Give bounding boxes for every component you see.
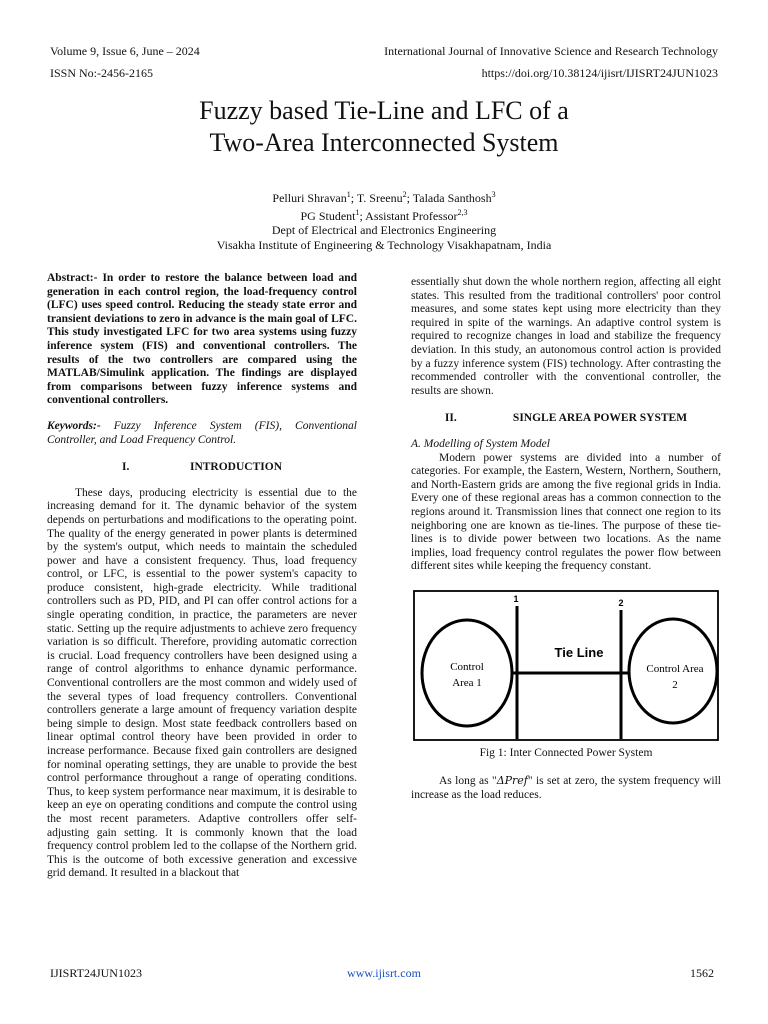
author-roles: PG Student$^1$; Assistant Professor$^{2,3}$: [300, 207, 468, 223]
introduction-continued: essentially shut down the whole northern region, affecting all eight states. This resulted from the traditional controllers' poor control measures, and some states kept using more electricity than they required in spite of the warnings. An adaptive control system is required to recognize changes in load and stabilize the frequency deviation. In this study, an autonomous control action is provided by a fuzzy inference system (FIS) technology. After contrasting the recommended controller with the conventional controller, the results are shown.: [411, 276, 721, 397]
introduction-paragraph: These days, producing electricity is essential due to the increasing demand for it. The dynamic behavior of the system depends on perturbations and modifications to the operating point. The quality of the energy generated in power plants is determined by the system's output, which needs to maintain the scheduled power and have a consistent frequency. Thus, load frequency control, or LFC, is essential to the power system's capacity to produce consistent, high-grade electricity. While traditional controllers such as PD, PID, and PI can offer control actions for a single operating condition, in practice, the parameters are never static. Setting up the require adjustments to achieve zero frequency variation is so difficult. Therefore, providing automatic correction is crucial. Load frequency controllers have been designed using a range of control algorithms to enhance dynamic performance. Conventional controllers are the most common and widely used of the several types of load frequency controllers. Conventional controllers generate a large amount of frequency variation despite being simple to design. Most state feedback controllers based on linear optimal control theory have been provided in order to increase performance. Because fixed gain controllers are designed for nominal operating settings, they are unable to provide the best control performance throughout a range of operating conditions. Thus, to keep system performance near maximum, it is desirable to keep an eye on operating conditions and compute the control using the most recent parameters. Adaptive controllers offer self-adjusting gain setting. It is commonly known that the load frequency control problem led to the collapse of the Northern grid. This is the outcome of both excessive generation and excessive grid demand. It resulted in a blackout that: [47, 486, 357, 880]
tie-line-diagram: [411, 588, 721, 743]
bus-2-label: 2: [618, 597, 624, 608]
title-line-1: Fuzzy based Tie-Line and LFC of a: [199, 96, 569, 125]
subsection-heading-modelling: A. Modelling of System Model: [411, 437, 550, 450]
area-2-label-line-2: 2: [672, 678, 678, 691]
author-institution: Visakha Institute of Engineering & Technology Visakhapatnam, India: [216, 237, 552, 252]
header-volume: Volume 9, Issue 6, June – 2024: [50, 44, 200, 58]
modelling-paragraph: Modern power systems are divided into a number of categories. For example, the Eastern, Western, Northern, Southern, and North-Eastern grids are among the five regional grids in India. Every one of these regional areas has a common connection to the regions around it. Transmission lines that connect one region to its neighboring one are known as tie-lines. The purpose of these tie-lines is to divide power between two locations. As the name implies, load frequency control regulates the power flow between different sites while keeping the frequency constant.: [411, 451, 721, 573]
header-issn: ISSN No:-2456-2165: [50, 66, 154, 80]
control-area-1-circle: [422, 620, 512, 726]
header-journal: International Journal of Innovative Science and Research Technology: [384, 44, 718, 58]
keywords: Keywords:- Fuzzy Inference System (FIS), Conventional Controller, and Load Frequency Control.: [47, 419, 357, 446]
author-names: Pelluri Shravan$^1$; T. Sreenu$^2$; Talada Santhosh$^3$: [272, 190, 496, 205]
abstract: Abstract:- In order to restore the balance between load and generation in each control region, the load-frequency control (LFC) uses speed control. Reducing the steady state error and transient deviations to zero in advance is the main goal of LFC. This study investigated LFC for two area systems using fuzzy inference system (FIS) and conventional controllers. The results of the two controllers are compared using the MATLAB/Simulink application. The findings are displayed from comparisons between fuzzy inference systems and conventional controllers.: [47, 272, 357, 407]
title-line-2: Two-Area Interconnected System: [209, 128, 559, 157]
after-figure-paragraph: As long as "ΔPref" is set at zero, the system frequency will increase as the load reduces.: [411, 774, 721, 802]
delta-pref-symbol: ΔPref: [496, 774, 528, 788]
left-column: [47, 272, 357, 881]
right-column: [411, 276, 721, 803]
footer-website-wrap: [0, 966, 768, 981]
header-doi[interactable]: https://doi.org/10.38124/ijisrt/IJISRT24JUN1023: [481, 66, 718, 80]
tie-line-label: Tie Line: [554, 644, 604, 660]
bus-1-label: 1: [513, 593, 519, 604]
area-1-label-line-2: Area 1: [452, 676, 482, 689]
figure-caption: Fig 1: Inter Connected Power System: [479, 746, 653, 759]
footer-website-link[interactable]: www.ijisrt.com: [347, 966, 421, 980]
author-dept: Dept of Electrical and Electronics Engineering: [271, 223, 497, 237]
footer-paper-id: IJISRT24JUN1023: [50, 966, 142, 980]
author-block: [0, 188, 768, 252]
footer-page-number: 1562: [690, 966, 714, 980]
area-2-label-line-1: Control Area: [646, 662, 704, 675]
section-heading-single-area: II. SINGLE AREA POWER SYSTEM: [444, 412, 688, 425]
paper-title: [0, 95, 768, 159]
figure-interconnected-system: [411, 588, 721, 743]
area-1-label-line-1: Control: [450, 660, 484, 673]
section-heading-introduction: I. INTRODUCTION: [121, 461, 282, 474]
